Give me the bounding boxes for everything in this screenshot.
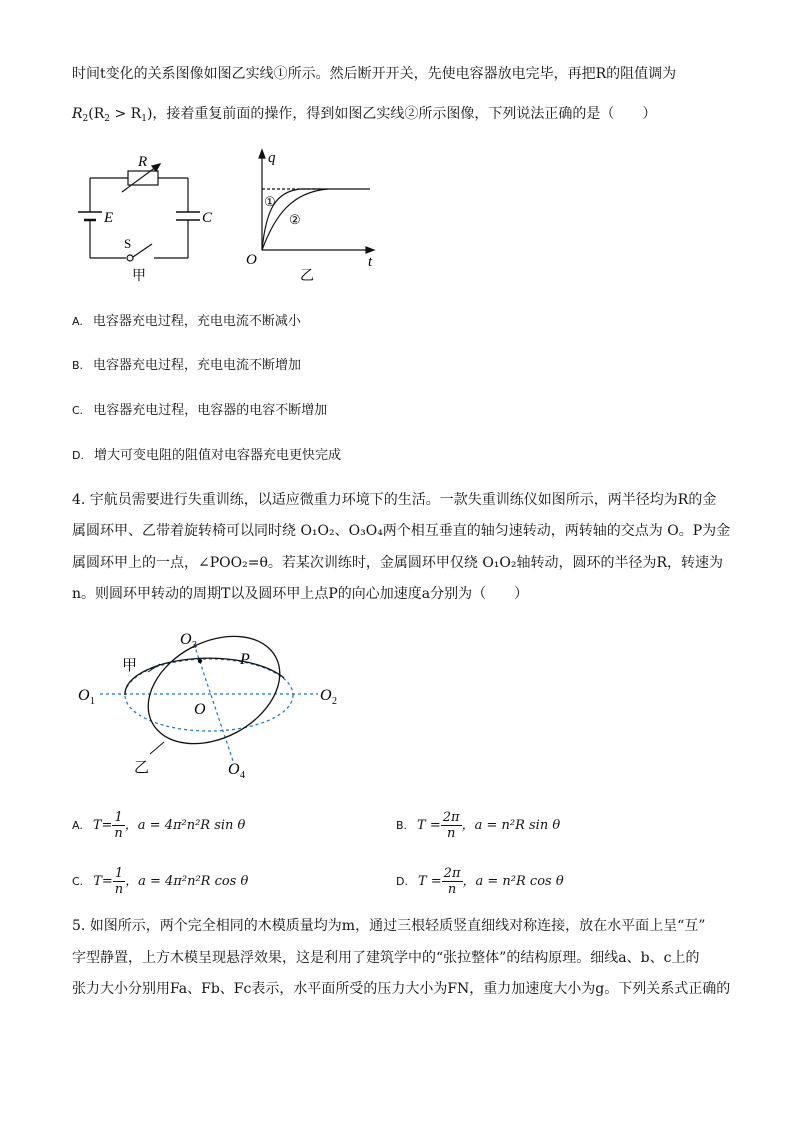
ring-yi (130, 620, 299, 765)
q3-option-d[interactable]: D. 增大可变电阻的阻值对电容器充电更快完成 (72, 448, 341, 463)
q4-text-line2: 属圆环甲、乙带着旋转椅可以同时绕 O₁O₂、O₃O₄两个相互垂直的轴匀速转动，两转轴的交点为 O。P为金 (72, 523, 731, 539)
q4-text-line4: n。则圆环甲转动的周期T以及圆环甲上点P的向心加速度a分别为（ ） (72, 586, 529, 602)
curve-label-1: ① (264, 194, 276, 209)
q4-figure (70, 620, 370, 785)
svg-text:O: O (78, 687, 90, 704)
curve-1 (262, 189, 370, 250)
svg-text:O: O (320, 687, 332, 704)
q3-figure (60, 140, 390, 290)
axis-q: q (268, 150, 276, 166)
q3-option-b[interactable]: B. 电容器充电过程，充电电流不断增加 (72, 358, 302, 373)
q5-text-line3: 张力大小分别用Fa、Fb、Fc表示，水平面所受的压力大小为FN，重力加速度大小为g。下列关系式正确的 (72, 981, 731, 997)
label-E: E (104, 210, 114, 226)
q4-option-a[interactable]: A. T= $\frac{1}{n}$ ，a = 4π²n²R sin θ (72, 810, 246, 841)
label-yi-ring: 乙 (134, 760, 150, 776)
q5-text-line2: 字型静置，上方木模呈现悬浮效果，这是利用了建筑学中的“张拉整体”的结构原理。细线a、b、c上的 (72, 950, 700, 966)
circuit-diagram (78, 164, 200, 261)
svg-text:2: 2 (332, 696, 337, 707)
svg-text:4: 4 (240, 770, 245, 781)
label-yi: 乙 (300, 269, 314, 284)
axis-t: t (368, 254, 373, 270)
label-C: C (202, 210, 213, 226)
q-t-graph (259, 150, 374, 253)
svg-text:O: O (180, 631, 192, 648)
svg-text:1: 1 (90, 696, 95, 707)
label-R: R (138, 154, 148, 170)
q3-option-a[interactable]: A. 电容器充电过程，充电电流不断减小 (72, 314, 301, 329)
center-O: O (194, 701, 206, 718)
svg-text:O: O (228, 761, 240, 778)
q5-text-line1: 5. 如图所示，两个完全相同的木模质量均为m，通过三根轻质竖直细线对称连接，放在水平面上呈“互” (72, 918, 706, 934)
q4-option-b[interactable]: B. T = $\frac{2\pi}{n}$ ，a = n²R sin θ (396, 810, 561, 841)
q4-text-line1: 4. 宇航员需要进行失重训练，以适应微重力环境下的生活。一款失重训练仪如图所示，两半径均为R的金 (72, 492, 717, 508)
origin-O: O (246, 252, 257, 268)
q3-text-line1: 时间t变化的关系图像如图乙实线①所示。然后断开开关，先使电容器放电完毕，再把R的阻值调为 (72, 66, 677, 82)
yi-pointer (150, 742, 164, 754)
q3-text-line2: $R_2(R_2 > R_1)$，接着重复前面的操作，得到如图乙实线②所示图像，下列说法正确的是（ ） (72, 106, 657, 124)
point-P (198, 659, 202, 663)
label-S: S (124, 236, 132, 251)
label-P: P (240, 651, 250, 668)
label-jia-ring: 甲 (122, 658, 138, 674)
svg-text:3: 3 (192, 640, 197, 651)
q4-option-d[interactable]: D. T = $\frac{2\pi}{n}$ ，a = n²R cos θ (396, 866, 564, 897)
q3-option-c[interactable]: C. 电容器充电过程，电容器的电容不断增加 (72, 403, 328, 418)
ring-jia (125, 658, 284, 695)
q4-text-line3: 属圆环甲上的一点，∠POO₂=θ。若某次训练时，金属圆环甲仅绕 O₁O₂轴转动，圆环的半径为R，转速为 (72, 555, 724, 571)
curve-label-2: ② (289, 212, 301, 227)
label-jia: 甲 (132, 269, 146, 284)
q4-option-c[interactable]: C. T= $\frac{1}{n}$ ，a = 4π²n²R cos θ (72, 866, 249, 897)
